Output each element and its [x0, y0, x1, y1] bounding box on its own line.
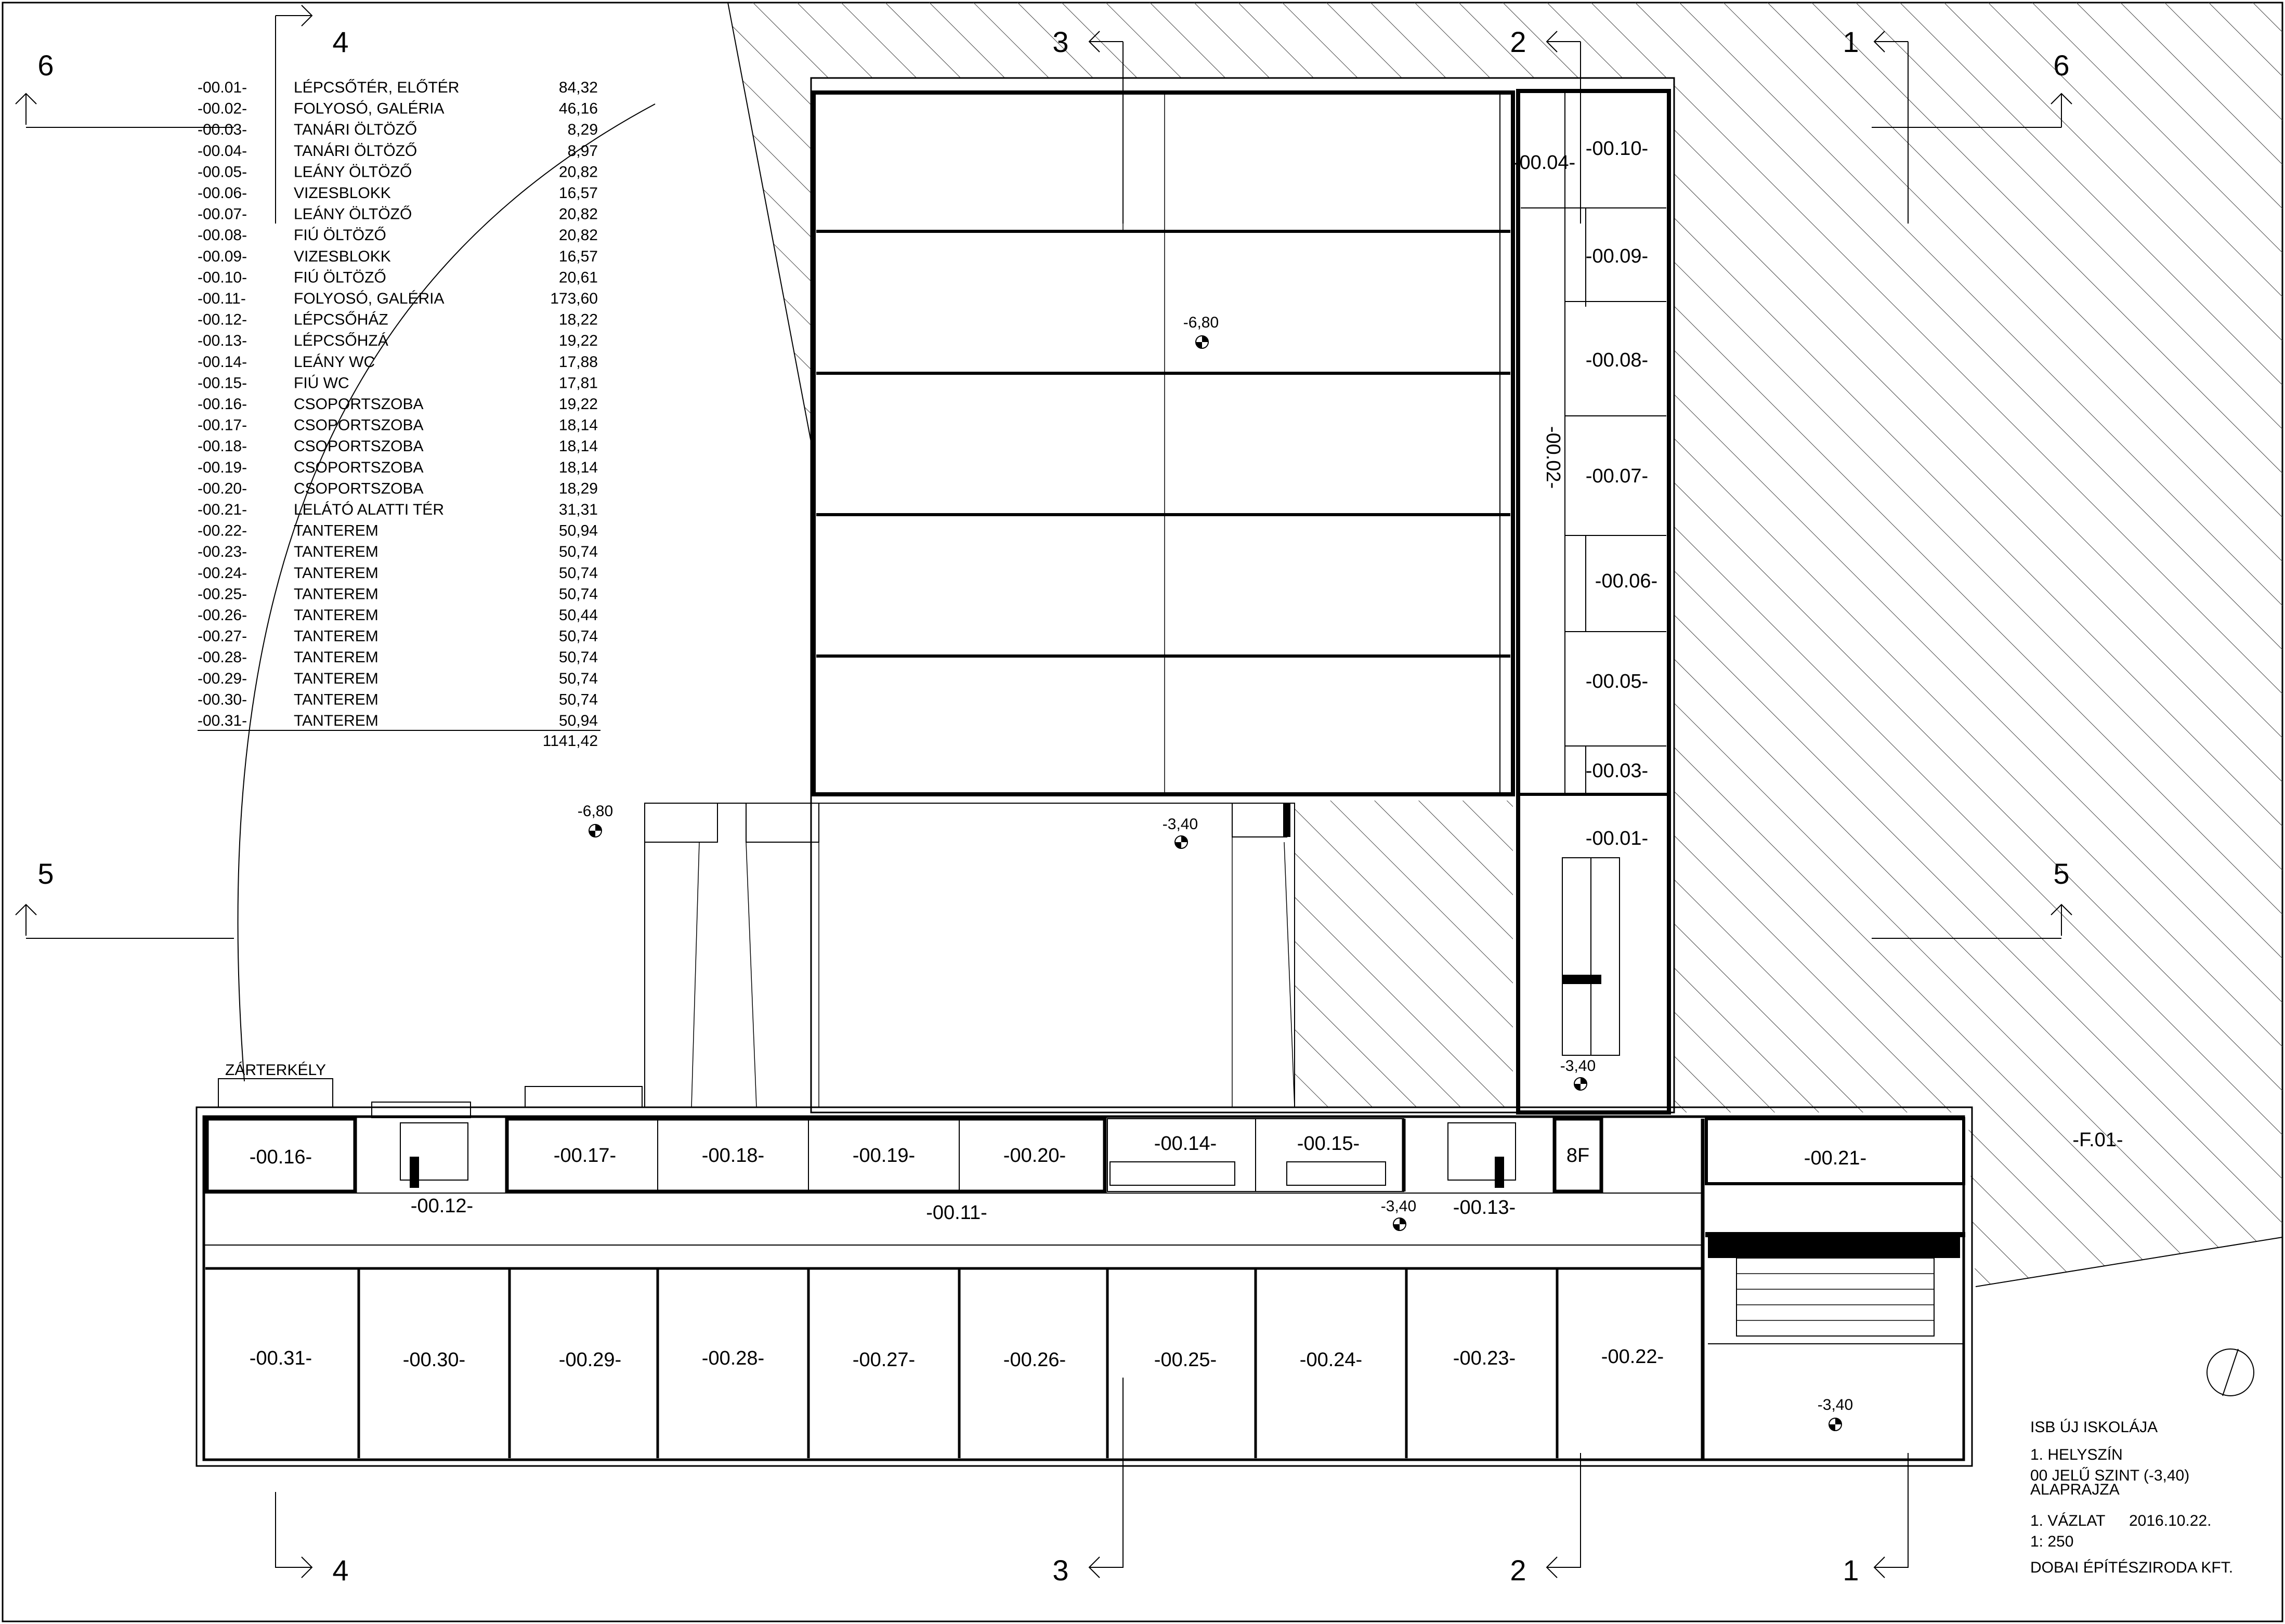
- level-label-tribune: -3,40: [1817, 1396, 1853, 1413]
- schedule-name: TANTEREM: [294, 670, 378, 687]
- schedule-area: 19,22: [558, 396, 598, 413]
- room-00-17-label: -00.17-: [553, 1145, 617, 1167]
- schedule-code: -00.14-: [198, 353, 247, 371]
- room-00-06-label: -00.06-: [1595, 570, 1658, 592]
- classroom-wing: [197, 1079, 1972, 1466]
- schedule-area: 19,22: [558, 332, 598, 350]
- schedule-total: 1141,42: [542, 732, 598, 750]
- title-draft: 1. VÁZLAT: [2030, 1512, 2106, 1529]
- schedule-name: TANTEREM: [294, 585, 378, 603]
- schedule-area: 50,74: [558, 564, 598, 582]
- room-00-25-label: -00.25-: [1154, 1349, 1217, 1371]
- room-00-15-label: -00.15-: [1297, 1133, 1360, 1155]
- schedule-name: CSOPORTSZOBA: [294, 416, 424, 434]
- room-00-14-label: -00.14-: [1154, 1133, 1217, 1155]
- schedule-name: LEÁNY WC: [294, 353, 375, 371]
- schedule-name: TANTEREM: [294, 522, 378, 540]
- section-4-top: 4: [332, 25, 349, 58]
- schedule-area: 8,97: [567, 142, 598, 160]
- room-00-10-label: -00.10-: [1585, 138, 1649, 160]
- section-5-right: 5: [2053, 857, 2070, 890]
- room-f-01-label: -F.01-: [2072, 1129, 2123, 1151]
- room-00-03-label: -00.03-: [1585, 760, 1649, 782]
- schedule-code: -00.12-: [198, 311, 247, 329]
- schedule-name: TANTEREM: [294, 564, 378, 582]
- room-00-27-label: -00.27-: [852, 1349, 916, 1371]
- room-00-21-label: -00.21-: [1804, 1147, 1867, 1169]
- title-office: DOBAI ÉPÍTÉSZIRODA KFT.: [2030, 1559, 2234, 1576]
- schedule-code: -00.20-: [198, 480, 247, 497]
- room-00-31-label: -00.31-: [249, 1347, 312, 1369]
- schedule-name: TANÁRI ÖLTÖZŐ: [294, 142, 417, 160]
- room-00-13-label: -00.13-: [1453, 1197, 1516, 1219]
- schedule-code: -00.01-: [198, 79, 247, 96]
- schedule-area: 50,74: [558, 649, 598, 666]
- schedule-name: FIÚ ÖLTÖZŐ: [294, 227, 386, 244]
- schedule-area: 20,82: [558, 163, 598, 181]
- room-00-01-label: -00.01-: [1585, 828, 1649, 849]
- schedule-name: CSOPORTSZOBA: [294, 459, 424, 476]
- schedule-name: CSOPORTSZOBA: [294, 396, 424, 413]
- level-label-court: -3,40: [1162, 816, 1198, 833]
- room-00-20-label: -00.20-: [1003, 1145, 1066, 1167]
- schedule-area: 173,60: [550, 290, 598, 307]
- room-00-05-label: -00.05-: [1585, 671, 1649, 692]
- room-00-28-label: -00.28-: [701, 1347, 765, 1369]
- schedule-area: 50,74: [558, 691, 598, 709]
- schedule-code: -00.08-: [198, 227, 247, 244]
- schedule-area: 16,57: [558, 185, 598, 202]
- schedule-name: FOLYOSÓ, GALÉRIA: [294, 290, 445, 307]
- schedule-area: 18,22: [558, 311, 598, 329]
- section-1-top: 1: [1843, 25, 1859, 58]
- schedule-code: -00.23-: [198, 543, 247, 561]
- schedule-name: LÉPCSŐHÁZ: [294, 311, 388, 329]
- schedule-code: -00.07-: [198, 205, 247, 223]
- schedule-area: 18,29: [558, 480, 598, 497]
- title-date: 2016.10.22.: [2129, 1512, 2212, 1529]
- schedule-area: 8,29: [567, 121, 598, 139]
- title-plan: ALAPRAJZA: [2030, 1481, 2120, 1498]
- room-00-23-label: -00.23-: [1453, 1347, 1516, 1369]
- schedule-area: 50,74: [558, 670, 598, 687]
- schedule-code: -00.31-: [198, 712, 247, 729]
- schedule-code: -00.17-: [198, 416, 247, 434]
- schedule-code: -00.16-: [198, 396, 247, 413]
- schedule-code: -00.06-: [198, 185, 247, 202]
- north-arrow-icon: [2207, 1349, 2254, 1396]
- room-00-29-label: -00.29-: [558, 1349, 622, 1371]
- schedule-code: -00.04-: [198, 142, 247, 160]
- schedule-name: LÉPCSŐTÉR, ELŐTÉR: [294, 79, 460, 96]
- title-project: ISB ÚJ ISKOLÁJA: [2030, 1419, 2158, 1436]
- schedule-code: -00.25-: [198, 585, 247, 603]
- schedule-code: -00.03-: [198, 121, 247, 139]
- schedule-code: -00.05-: [198, 163, 247, 181]
- schedule-name: TANÁRI ÖLTÖZŐ: [294, 121, 417, 139]
- schedule-code: -00.11-: [198, 290, 246, 307]
- schedule-code: -00.24-: [198, 564, 247, 582]
- schedule-area: 20,61: [558, 269, 598, 286]
- room-00-12-label: -00.12-: [410, 1195, 474, 1217]
- schedule-code: -00.13-: [198, 332, 247, 350]
- schedule-area: 16,57: [558, 247, 598, 265]
- schedule-code: -00.02-: [198, 100, 247, 117]
- schedule-name: TANTEREM: [294, 649, 378, 666]
- schedule-code: -00.26-: [198, 607, 247, 624]
- room-00-22-label: -00.22-: [1601, 1346, 1664, 1368]
- schedule-name: TANTEREM: [294, 712, 378, 729]
- central-gallery: [645, 803, 1295, 1107]
- room-00-07-label: -00.07-: [1585, 465, 1649, 487]
- section-5-left: 5: [37, 857, 54, 890]
- section-3-top: 3: [1052, 25, 1069, 58]
- section-2-bottom: 2: [1510, 1554, 1526, 1587]
- schedule-name: VIZESBLOKK: [294, 247, 391, 265]
- schedule-code: -00.10-: [198, 269, 247, 286]
- schedule-name: TANTEREM: [294, 691, 378, 709]
- level-label-gym: -6,80: [1183, 314, 1219, 331]
- room-00-09-label: -00.09-: [1585, 245, 1649, 267]
- room-00-02-label: -00.02-: [1542, 426, 1564, 489]
- schedule-area: 50,44: [558, 607, 598, 624]
- schedule-area: 18,14: [558, 438, 598, 455]
- room-8f-label: 8F: [1566, 1145, 1590, 1167]
- title-scale: 1: 250: [2030, 1533, 2074, 1550]
- schedule-code: -00.28-: [198, 649, 247, 666]
- schedule-area: 50,74: [558, 627, 598, 645]
- room-00-19-label: -00.19-: [852, 1145, 916, 1167]
- room-schedule: [198, 79, 598, 729]
- room-00-08-label: -00.08-: [1585, 349, 1649, 371]
- schedule-code: -00.30-: [198, 691, 247, 709]
- schedule-code: -00.19-: [198, 459, 247, 476]
- schedule-name: CSOPORTSZOBA: [294, 480, 424, 497]
- room-00-11-label: -00.11-: [926, 1202, 987, 1224]
- schedule-area: 50,74: [558, 585, 598, 603]
- schedule-name: FIÚ ÖLTÖZŐ: [294, 269, 386, 286]
- section-6-left: 6: [37, 49, 54, 82]
- section-3-bottom: 3: [1052, 1554, 1069, 1587]
- level-label-west: -6,80: [577, 803, 613, 820]
- room-00-18-label: -00.18-: [701, 1145, 765, 1167]
- schedule-area: 20,82: [558, 227, 598, 244]
- schedule-code: -00.27-: [198, 627, 247, 645]
- schedule-area: 20,82: [558, 205, 598, 223]
- room-00-24-label: -00.24-: [1299, 1349, 1363, 1371]
- schedule-area: 84,32: [558, 79, 598, 96]
- schedule-code: -00.21-: [198, 501, 247, 518]
- section-2-top: 2: [1510, 25, 1526, 58]
- room-00-26-label: -00.26-: [1003, 1349, 1066, 1371]
- schedule-name: TANTEREM: [294, 607, 378, 624]
- section-4-bottom: 4: [332, 1554, 349, 1587]
- schedule-name: CSOPORTSZOBA: [294, 438, 424, 455]
- schedule-code: -00.29-: [198, 670, 247, 687]
- title-level: 00 JELŰ SZINT (-3,40): [2030, 1467, 2190, 1484]
- schedule-code: -00.18-: [198, 438, 247, 455]
- room-00-16-label: -00.16-: [249, 1146, 312, 1168]
- site-hatching: [728, 3, 2282, 1287]
- schedule-area: 50,94: [558, 712, 598, 729]
- room-00-30-label: -00.30-: [402, 1349, 466, 1371]
- schedule-name: FIÚ WC: [294, 374, 349, 392]
- section-1-bottom: 1: [1843, 1554, 1859, 1587]
- schedule-area: 18,14: [558, 416, 598, 434]
- schedule-code: -00.22-: [198, 522, 247, 540]
- terrace-label: ZÁRTERKÉLY: [225, 1062, 326, 1079]
- schedule-area: 18,14: [558, 459, 598, 476]
- schedule-name: LEÁNY ÖLTÖZŐ: [294, 205, 412, 223]
- schedule-code: -00.09-: [198, 247, 247, 265]
- schedule-area: 50,94: [558, 522, 598, 540]
- section-6-right: 6: [2053, 49, 2070, 82]
- schedule-name: VIZESBLOKK: [294, 185, 391, 202]
- schedule-area: 17,81: [558, 374, 598, 392]
- schedule-name: TANTEREM: [294, 543, 378, 561]
- schedule-name: LELÁTÓ ALATTI TÉR: [294, 501, 444, 518]
- schedule-name: FOLYOSÓ, GALÉRIA: [294, 100, 445, 117]
- level-label-corridor: -3,40: [1380, 1198, 1417, 1215]
- level-label-stair: -3,40: [1560, 1057, 1596, 1075]
- schedule-code: -00.15-: [198, 374, 247, 392]
- room-00-04-label: -00.04-: [1512, 152, 1576, 174]
- title-block: [2030, 1419, 2233, 1576]
- title-site: 1. HELYSZÍN: [2030, 1446, 2123, 1463]
- schedule-area: 50,74: [558, 543, 598, 561]
- schedule-area: 17,88: [558, 353, 598, 371]
- schedule-area: 31,31: [558, 501, 598, 518]
- schedule-name: LÉPCSŐHZÁ: [294, 332, 388, 350]
- schedule-area: 46,16: [558, 100, 598, 117]
- schedule-name: LEÁNY ÖLTÖZŐ: [294, 163, 412, 181]
- schedule-name: TANTEREM: [294, 627, 378, 645]
